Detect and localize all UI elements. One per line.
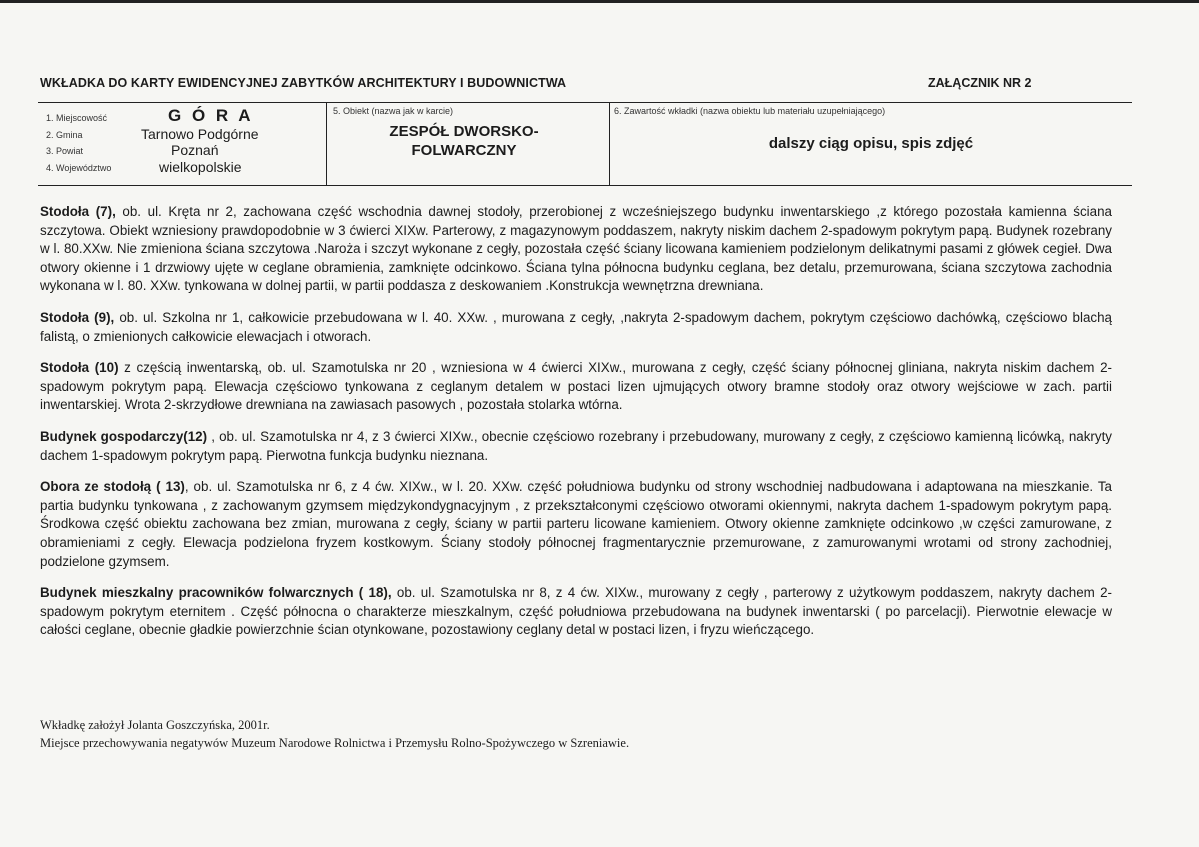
paragraph <box>40 309 1112 346</box>
paragraph-lead: Stodoła (10) <box>40 360 119 376</box>
commune-value: Tarnowo Podgórne <box>141 126 259 142</box>
object-name <box>320 122 608 160</box>
paragraph <box>40 359 1112 415</box>
document-title: WKŁADKA DO KARTY EWIDENCYJNEJ ZABYTKÓW ARCHITEKTURY I BUDOWNICTWA <box>40 76 567 90</box>
paragraph-text: , ob. ul. Szamotulska nr 6, z 4 ćw. XIXw., w l. 20. XXw. część południowa budynku od strony wschodniej nadbudowana i adaptowana na mieszkanie. Ta partia budynku tynkowana , z zachowanym gzymsem międzykondygnacyjnym , z przekształconymi częściowo otworami okiennymi, nakryta dachem 1-spadowym pokrytym papą. Środkowa część obiektu zachowana bez zmian, murowana z cegły, ściany w partii parteru licowane kamieniem. Otwory okienne zamknięte odcinkowo ,w części zamurowane, z obramieniami z cegły. Elewacja podzielona fryzem kostkowym. Ściany stodoły północnej fragmentarycznie przemurowane, z zamurowanymi wrotami od strony zachodniej, podzielone gzymsem. <box>40 479 1112 569</box>
paragraph-text: ob. ul. Szamotulska nr 8, z 4 ćw. XIXw., murowany z cegły , parterowy z użytkowym poddaszem, nakryty dachem 2-spadowym pokrytym eternitem . Część północna o charakterze mieszkalnym, część południowa przebudowana na budynek inwentarski ( po parcelacji). Pierwotnie elewacje w całości ceglane, obecnie gładkie powierzchnie ścian otynkowane, pozostawiony ceglany detal w postaci lizen, i fryzu wieńczącego. <box>40 585 1112 638</box>
storage-note: Miejsce przechowywania negatywów Muzeum Narodowe Rolnictwa i Przemysłu Rolno-Spożywczego w Szreniawie. <box>40 736 630 750</box>
annex-number: ZAŁĄCZNIK NR 2 <box>928 76 1032 90</box>
object-label: 5. Obiekt (nazwa jak w karcie) <box>333 106 454 116</box>
county-value: Poznań <box>171 142 219 158</box>
content-value: dalszy ciąg opisu, spis zdjęć <box>768 135 974 152</box>
voivodeship-label: 4. Województwo <box>46 163 112 173</box>
paragraph-text: ob. ul. Kręta nr 2, zachowana część wschodnia dawnej stodoły, przerobionej z wcześniejszego budynku inwentarskiego ,z którego pozostała kamienna ściana szczytowa. Obiekt wzniesiony prawdopodobnie w 3 ćwierci XIXw. Parterowy, z magazynowym poddaszem, nakryty niskim dachem 2-spadowym pokrytym papą. Budynek rozebrany w l. 80.XXw. Nie zmieniona ściana szczytowa .Naroża i szczyt wykonane z cegły, pozostała część ściany licowana kamieniem podzielonym delikatnymi pasami z główek cegieł. Dwa otwory okienne i 1 drzwiowy ujęte w ceglane obramienia, zamknięte odcinkowo. Ściana tylna północna budynku ceglana, bez detalu, przemurowana, ściana szczytowa zachodnia wykonana w l. 80. XXw. tynkowana w dolnej partii, w partii poddasza z deskowaniem .Konstrukcja wewnętrzna drewniana. <box>40 204 1112 294</box>
paragraph-text: , ob. ul. Szamotulska nr 4, z 3 ćwierci XIXw., obecnie częściowo rozebrany i przebudowany, murowany z cegły, z częściowo kamienną licówką, nakryty dachem 1-spadowym pokrytym papą. Pierwotna funkcja budynku nieznana. <box>40 428 1112 463</box>
paragraph-lead: Budynek mieszkalny pracowników folwarcznych ( 18), <box>40 585 392 601</box>
object-name-line1: ZESPÓŁ DWORSKO- <box>389 123 539 140</box>
content-label: 6. Zawartość wkładki (nazwa obiektu lub materiału uzupełniającego) <box>614 106 886 116</box>
paragraph <box>40 584 1112 640</box>
paragraph <box>40 478 1112 571</box>
voivodeship-value: wielkopolskie <box>159 159 242 175</box>
paragraph-text: z częścią inwentarską, ob. ul. Szamotulska nr 20 , wzniesiona w 4 ćwierci XIXw., murowana z cegły, część ściany północnej gliniana, nakryta niskim dachem 2-spadowym pokrytym papą. Elewacja częściowo tynkowana z ceglanym detalem w postaci lizen ujmujących otwory bramne stodoły oraz otwory wejściowe w zach. partii inwentarskiej. Wrota 2-skrzydłowe drewniana na zawiasach pasowych , pozostała stolarka wtórna. <box>40 360 1112 413</box>
object-name-line2: FOLWARCZNY <box>411 142 517 159</box>
scan-edge <box>0 0 1199 3</box>
description-body <box>40 203 1112 653</box>
commune-label: 2. Gmina <box>46 130 83 140</box>
location-label: 1. Miejscowość <box>46 113 108 123</box>
paragraph-lead: Stodoła (7), <box>40 204 116 219</box>
paragraph <box>40 203 1112 296</box>
paragraph-lead: Obora ze stodołą ( 13) <box>40 479 185 495</box>
paragraph-text: ob. ul. Szkolna nr 1, całkowicie przebudowana w l. 40. XXw. , murowana z cegły, ,nakryta 2-spadowym dachem, pokrytym częściowo dachówką, częściowo blachą falistą, o zmienionych całkowicie elewacjach i otworach. <box>40 309 1112 344</box>
county-label: 3. Powiat <box>46 146 84 156</box>
paragraph-lead: Budynek gospodarczy(12) <box>40 428 208 444</box>
paragraph <box>40 428 1112 465</box>
location-value: G Ó R A <box>168 106 254 125</box>
paragraph-lead: Stodoła (9), <box>40 309 115 325</box>
footer-note <box>40 716 629 752</box>
author-note: Wkładkę założył Jolanta Goszczyńska, 2001r. <box>40 718 270 732</box>
